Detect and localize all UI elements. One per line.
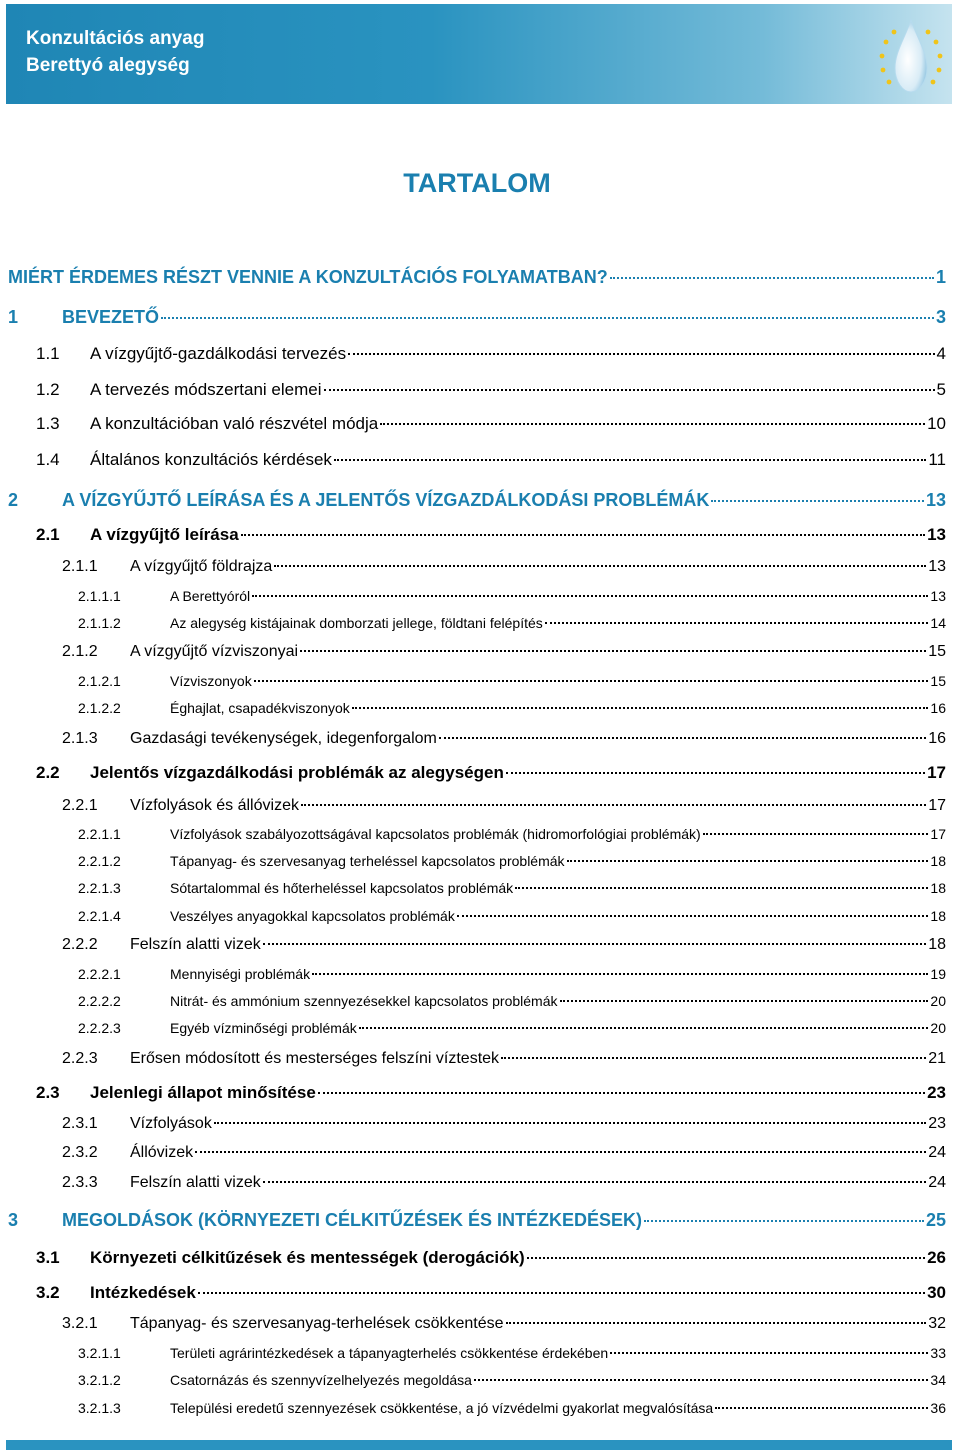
- toc-entry[interactable]: [36, 450, 946, 470]
- toc-entry-number: 3.2.1.3: [78, 1400, 121, 1416]
- toc-entry[interactable]: [78, 1400, 946, 1416]
- toc-entry-title: Vízviszonyok: [170, 673, 252, 689]
- toc-entry-number: 2.2.2.3: [78, 1020, 121, 1036]
- toc-entry[interactable]: [8, 490, 946, 511]
- toc-entry[interactable]: [36, 1083, 946, 1103]
- toc-entry[interactable]: [78, 993, 946, 1009]
- toc-entry-page: 21: [928, 1050, 946, 1067]
- toc-entry-number: 1: [8, 307, 19, 327]
- toc-entry[interactable]: [36, 525, 946, 545]
- toc-entry[interactable]: [78, 615, 946, 631]
- toc-entry[interactable]: [36, 414, 946, 434]
- toc-entry-page: 23: [928, 1115, 946, 1132]
- toc-entry-number: 3.2: [36, 1283, 60, 1302]
- toc-dot-leader: [501, 1057, 926, 1059]
- toc-entry-title: Sótartalommal és hőterheléssel kapcsolatos problémák: [170, 880, 514, 896]
- toc-entry[interactable]: [78, 966, 946, 982]
- toc-entry-page: 11: [928, 450, 946, 469]
- toc-entry-title: A vízgyűjtő leírása: [90, 525, 239, 544]
- toc-entry-title: Vízfolyások és állóvizek: [130, 797, 299, 814]
- toc-entry-number: 2: [8, 490, 19, 510]
- toc-entry[interactable]: [36, 1283, 946, 1303]
- toc-entry-number: 2.3.3: [62, 1174, 98, 1191]
- toc-entry-title: A vízgyűjtő-gazdálkodási tervezés: [90, 344, 347, 363]
- toc-dot-leader: [359, 1027, 929, 1029]
- toc-entry-title: Állóvizek: [130, 1144, 194, 1161]
- toc-dot-leader: [241, 534, 925, 536]
- toc-entry-title: Vízfolyások: [130, 1115, 212, 1132]
- toc-entry-page: 18: [928, 936, 946, 953]
- toc-entry-page: 19: [930, 966, 946, 982]
- toc-entry-page: 4: [936, 344, 946, 363]
- toc-entry-page: 16: [930, 700, 946, 716]
- toc-entry-title: Jelenlegi állapot minősítése: [90, 1083, 316, 1102]
- toc-dot-leader: [312, 973, 928, 975]
- toc-entry[interactable]: [62, 1144, 946, 1162]
- toc-dot-leader: [161, 317, 934, 319]
- toc-entry-page: 20: [930, 993, 946, 1009]
- toc-dot-leader: [474, 1379, 928, 1381]
- toc-dot-leader: [300, 650, 926, 652]
- toc-entry-title: A VÍZGYŰJTŐ LEÍRÁSA ÉS A JELENTŐS VÍZGAZDÁLKODÁSI PROBLÉMÁK: [62, 490, 710, 510]
- toc-entry-page: 20: [930, 1020, 946, 1036]
- toc-entry[interactable]: [62, 1315, 946, 1333]
- toc-dot-leader: [711, 500, 924, 502]
- toc-dot-leader: [527, 1257, 925, 1259]
- toc-entry[interactable]: [62, 936, 946, 954]
- toc-entry-title: Gazdasági tevékenységek, idegenforgalom: [130, 730, 437, 747]
- toc-entry-number: 2.1.1.1: [78, 588, 121, 604]
- toc-entry-title: A vízgyűjtő földrajza: [130, 558, 273, 575]
- toc-entry[interactable]: [8, 1210, 946, 1231]
- toc-entry-number: 3.2.1: [62, 1315, 98, 1332]
- toc-entry[interactable]: [36, 380, 946, 400]
- toc-entry-title: Felszín alatti vizek: [130, 936, 261, 953]
- toc-entry-title: A konzultációban való részvétel módja: [90, 414, 379, 433]
- toc-entry-page: 18: [930, 908, 946, 924]
- toc-dot-leader: [703, 833, 929, 835]
- toc-entry-number: 1.4: [36, 450, 60, 469]
- toc-entry-title: Vízfolyások szabályozottságával kapcsolatos problémák (hidromorfológiai problémák): [170, 826, 701, 842]
- toc-dot-leader: [352, 707, 929, 709]
- toc-entry-page: 3: [935, 307, 946, 327]
- toc-entry[interactable]: [78, 880, 946, 896]
- toc-entry[interactable]: [78, 1020, 946, 1036]
- toc-dot-leader: [334, 459, 926, 461]
- toc-entry-title: A vízgyűjtő vízviszonyai: [130, 643, 299, 660]
- footer-bar: [6, 1440, 952, 1450]
- toc-entry-page: 17: [927, 763, 946, 782]
- toc-entry[interactable]: [78, 1372, 946, 1388]
- toc-entry[interactable]: [78, 908, 946, 924]
- toc-entry-page: 14: [930, 615, 946, 631]
- toc-dot-leader: [263, 1181, 926, 1183]
- toc-dot-leader: [506, 772, 925, 774]
- toc-dot-leader: [457, 915, 929, 917]
- toc-entry-title: Tápanyag- és szervesanyag-terhelések csökkentése: [130, 1315, 504, 1332]
- toc-entry-number: 2.2.2: [62, 936, 98, 953]
- toc-entry-number: 1.1: [36, 344, 60, 363]
- toc-entry-number: 2.1.1: [62, 558, 98, 575]
- toc-entry-title: MEGOLDÁSOK (KÖRNYEZETI CÉLKITŰZÉSEK ÉS INTÉZKEDÉSEK): [62, 1210, 643, 1230]
- toc-entry-title: Nitrát- és ammónium szennyezésekkel kapcsolatos problémák: [170, 993, 558, 1009]
- toc-entry-number: 2.1.3: [62, 730, 98, 747]
- toc-entry[interactable]: [62, 730, 946, 748]
- toc-entry[interactable]: [62, 558, 946, 576]
- toc-entry[interactable]: [36, 763, 946, 783]
- toc-entry-title: A tervezés módszertani elemei: [90, 380, 322, 399]
- toc-entry[interactable]: [62, 1174, 946, 1192]
- toc-entry-title: Tápanyag- és szervesanyag terheléssel kapcsolatos problémák: [170, 853, 565, 869]
- toc-entry-number: 2.2.2.1: [78, 966, 121, 982]
- toc-dot-leader: [545, 622, 929, 624]
- toc-entry-page: 13: [930, 588, 946, 604]
- toc-dot-leader: [263, 943, 926, 945]
- toc-entry[interactable]: [8, 307, 946, 328]
- toc-entry-number: 2.1: [36, 525, 60, 544]
- toc-entry[interactable]: [78, 1345, 946, 1361]
- toc-dot-leader: [644, 1220, 924, 1222]
- toc-entry-page: 30: [927, 1283, 946, 1302]
- toc-entry-title: Mennyiségi problémák: [170, 966, 311, 982]
- toc-dot-leader: [318, 1092, 925, 1094]
- toc-dot-leader: [506, 1322, 927, 1324]
- toc-entry-title: A Berettyóról: [170, 588, 251, 604]
- toc-entry-page: 18: [930, 880, 946, 896]
- toc-entry-page: 25: [925, 1210, 946, 1230]
- toc-entry-page: 24: [928, 1144, 946, 1161]
- toc-entry-number: 3: [8, 1210, 19, 1230]
- toc-entry-title: Egyéb vízminőségi problémák: [170, 1020, 357, 1036]
- toc-entry-page: 13: [927, 525, 946, 544]
- toc-dot-leader: [274, 565, 926, 567]
- toc-entry-page: 15: [930, 673, 946, 689]
- toc-entry[interactable]: [78, 853, 946, 869]
- toc-entry-number: 2.3: [36, 1083, 60, 1102]
- document-header: [6, 4, 952, 104]
- toc-entry-title: Éghajlat, csapadékviszonyok: [170, 700, 350, 716]
- toc-entry[interactable]: [62, 1050, 946, 1068]
- toc-entry-title: BEVEZETŐ: [62, 307, 160, 327]
- toc-entry-number: 2.3.1: [62, 1115, 98, 1132]
- toc-dot-leader: [610, 277, 934, 279]
- toc-entry-title: Intézkedések: [90, 1283, 196, 1302]
- toc-entry[interactable]: [62, 797, 946, 815]
- toc-entry-title: Területi agrárintézkedések a tápanyagterhelés csökkentése érdekében: [170, 1345, 609, 1361]
- toc-entry-page: 16: [928, 730, 946, 747]
- toc-dot-leader: [198, 1292, 925, 1294]
- toc-entry[interactable]: [78, 588, 946, 604]
- toc-entry[interactable]: [78, 826, 946, 842]
- toc-entry-title: Települési eredetű szennyezések csökkentése, a jó vízvédelmi gyakorlat megvalósítása: [170, 1400, 714, 1416]
- toc-entry-number: 2.1.2: [62, 643, 98, 660]
- toc-entry-page: 33: [930, 1345, 946, 1361]
- toc-entry-number: 3.2.1.2: [78, 1372, 121, 1388]
- toc-entry-number: 2.1.2.2: [78, 700, 121, 716]
- toc-entry[interactable]: [62, 1115, 946, 1133]
- toc-entry[interactable]: [62, 643, 946, 661]
- toc-dot-leader: [439, 737, 926, 739]
- toc-entry-page: 13: [925, 490, 946, 510]
- toc-entry-title: MIÉRT ÉRDEMES RÉSZT VENNIE A KONZULTÁCIÓS FOLYAMATBAN?: [8, 267, 608, 287]
- toc-entry-title: Jelentős vízgazdálkodási problémák az alegységen: [90, 763, 504, 782]
- toc-dot-leader: [301, 804, 926, 806]
- toc-entry-title: Erősen módosított és mesterséges felszíni víztestek: [130, 1050, 500, 1067]
- toc-entry-number: 2.2.1.3: [78, 880, 121, 896]
- toc-entry-page: 5: [936, 380, 946, 399]
- toc-dot-leader: [324, 389, 935, 391]
- toc-entry-number: 3.2.1.1: [78, 1345, 121, 1361]
- toc-entry-page: 18: [930, 853, 946, 869]
- toc-entry[interactable]: [78, 673, 946, 689]
- toc-dot-leader: [715, 1407, 928, 1409]
- toc-entry-page: 34: [930, 1372, 946, 1388]
- toc-entry-page: 17: [930, 826, 946, 842]
- toc-entry-page: 26: [927, 1248, 946, 1267]
- toc-entry-page: 15: [928, 643, 946, 660]
- toc-dot-leader: [560, 1000, 929, 1002]
- toc-entry-title: Csatornázás és szennyvízelhelyezés megoldása: [170, 1372, 472, 1388]
- toc-entry[interactable]: [8, 267, 946, 288]
- toc-title: TARTALOM: [403, 168, 551, 198]
- toc-entry-number: 2.2.1.4: [78, 908, 121, 924]
- header-subtitle: Berettyó alegység: [26, 55, 190, 76]
- toc-dot-leader: [567, 860, 929, 862]
- header-title: Konzultációs anyag: [26, 28, 205, 49]
- toc-entry-title: Felszín alatti vizek: [130, 1174, 261, 1191]
- toc-entry-title: Veszélyes anyagokkal kapcsolatos problémák: [170, 908, 455, 924]
- toc-entry-title: Az alegység kistájainak domborzati jellege, földtani felépítés: [170, 615, 543, 631]
- toc-entry-number: 2.3.2: [62, 1144, 98, 1161]
- toc-entry[interactable]: [36, 1248, 946, 1268]
- toc-entry-number: 2.2.2.2: [78, 993, 121, 1009]
- toc-entry-number: 1.2: [36, 380, 60, 399]
- toc-entry-page: 17: [928, 797, 946, 814]
- toc-dot-leader: [195, 1151, 926, 1153]
- toc-dot-leader: [610, 1352, 928, 1354]
- toc-entry-number: 2.2.1: [62, 797, 98, 814]
- toc-entry-page: 13: [928, 558, 946, 575]
- toc-entry-number: 1.3: [36, 414, 60, 433]
- toc-entry-page: 23: [927, 1083, 946, 1102]
- toc-entry-number: 2.2: [36, 763, 60, 782]
- toc-entry-number: 3.1: [36, 1248, 60, 1267]
- toc-dot-leader: [254, 680, 929, 682]
- toc-dot-leader: [380, 423, 925, 425]
- toc-entry-number: 2.1.1.2: [78, 615, 121, 631]
- toc-entry-title: Általános konzultációs kérdések: [90, 450, 332, 469]
- toc-entry-number: 2.2.1.2: [78, 853, 121, 869]
- toc-dot-leader: [348, 353, 934, 355]
- toc-entry-number: 2.2.3: [62, 1050, 98, 1067]
- toc-entry[interactable]: [78, 700, 946, 716]
- toc-entry-number: 2.2.1.1: [78, 826, 121, 842]
- toc-entry-page: 32: [928, 1315, 946, 1332]
- toc-entry[interactable]: [36, 344, 946, 364]
- toc-dot-leader: [214, 1122, 926, 1124]
- toc-dot-leader: [252, 595, 928, 597]
- toc-entry-number: 2.1.2.1: [78, 673, 121, 689]
- toc-entry-page: 1: [935, 267, 946, 287]
- toc-entry-page: 10: [927, 414, 946, 433]
- toc-entry-page: 24: [928, 1174, 946, 1191]
- toc-entry-title: Környezeti célkitűzések és mentességek (derogációk): [90, 1248, 525, 1267]
- toc-dot-leader: [515, 887, 928, 889]
- water-drop-stars-logo: [874, 12, 948, 100]
- toc-entry-page: 36: [930, 1400, 946, 1416]
